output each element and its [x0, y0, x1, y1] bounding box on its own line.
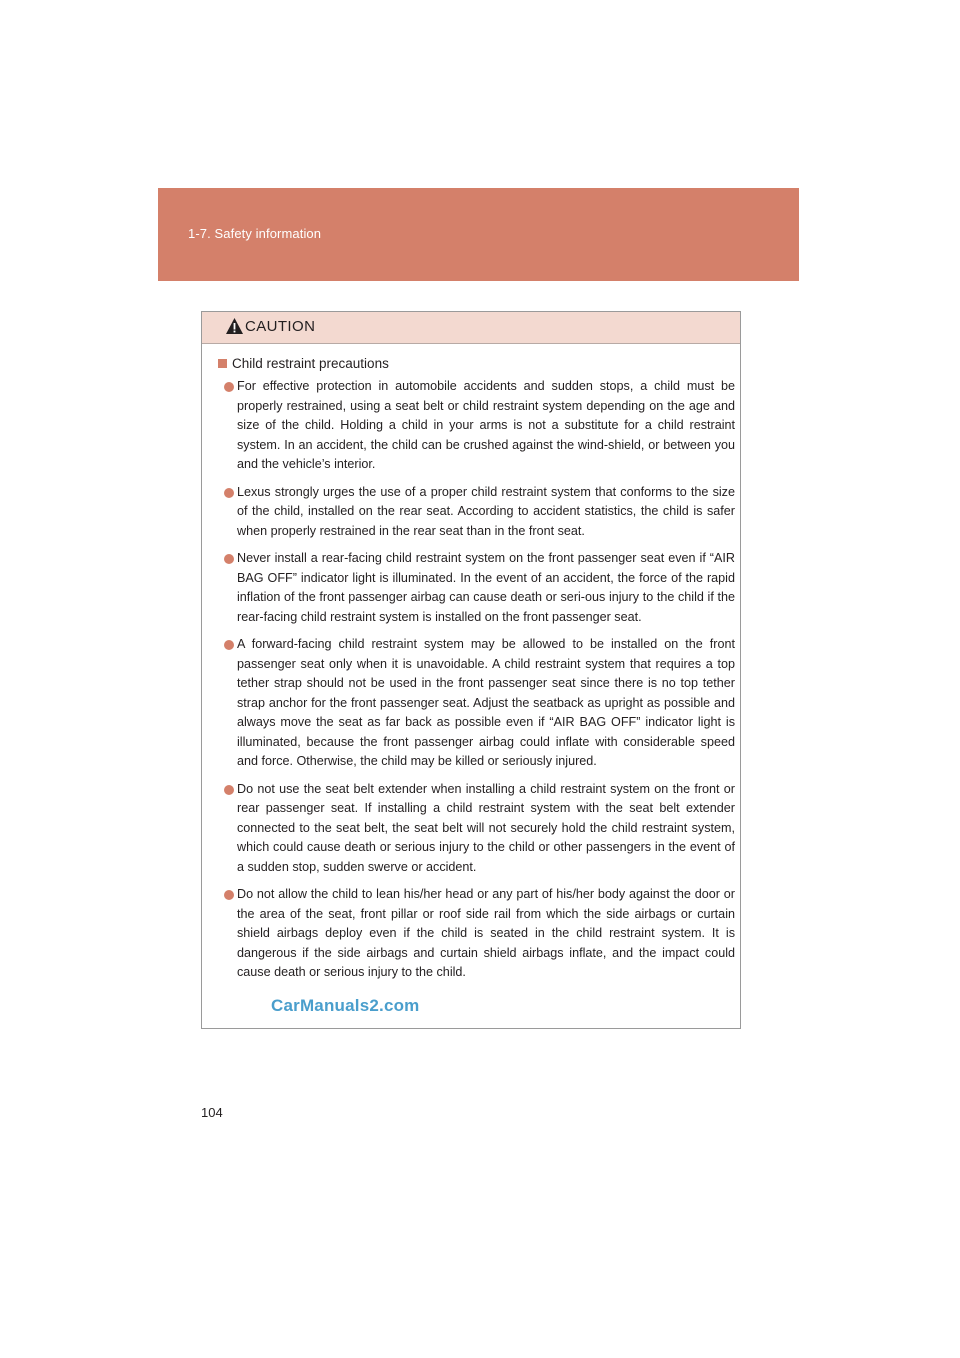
list-item [218, 885, 735, 983]
bullet-dot-icon [224, 640, 234, 650]
caution-body [202, 344, 740, 983]
list-item-text: Lexus strongly urges the use of a proper child restraint system that conforms to the size of the child, installed on the rear seat. According to accident statistics, the child is safer when properly restrained in the rear seat than in the front seat. [237, 484, 735, 538]
warning-triangle-icon [225, 317, 244, 335]
caution-box [201, 311, 741, 1029]
list-item-text: For effective protection in automobile accidents and sudden stops, a child must be properly restrained, using a seat belt or child restraint system depending on the age and size of the child. Holding a child in your arms is not a substitute for a child restraint system. In an accident, the child can be crushed against the wind-shield, or between you and the vehicle’s interior. [237, 379, 735, 471]
list-item [218, 549, 735, 627]
list-item [218, 635, 735, 772]
caution-list [218, 377, 735, 983]
section-title: 1-7. Safety information [188, 226, 322, 241]
list-item [218, 377, 735, 475]
subheading [218, 356, 735, 371]
list-item-text: A forward-facing child restraint system may be allowed to be installed on the front passenger seat only when it is unavoidable. A child restraint system that requires a top tether strap should not be used in the front passenger seat since there is no top tether strap anchor for the front passenger seat. Adjust the seatback as upright as possible and always move the seat as far back as possible even if “AIR BAG OFF” indicator light is illuminated, because the front passenger airbag could inflate with considerable speed and force. Otherwise, the child may be killed or seriously injured. [237, 637, 735, 768]
page-number: 104 [201, 1105, 223, 1120]
bullet-dot-icon [224, 382, 234, 392]
square-bullet-icon [218, 359, 227, 368]
section-header-band [158, 188, 799, 281]
bullet-dot-icon [224, 554, 234, 564]
bullet-dot-icon [224, 785, 234, 795]
subheading-text: Child restraint precautions [232, 356, 389, 371]
bullet-dot-icon [224, 488, 234, 498]
list-item [218, 780, 735, 878]
list-item-text: Never install a rear-facing child restraint system on the front passenger seat even if “AIR BAG OFF” indicator light is illuminated. In the event of an accident, the force of the rapid inflation of the front passenger airbag can cause death or seri-ous injury to the child if the rear-facing child restraint system is installed on the front passenger seat. [237, 551, 735, 624]
list-item [218, 483, 735, 542]
watermark: CarManuals2.com [271, 996, 420, 1015]
caution-header [202, 312, 740, 344]
list-item-text: Do not allow the child to lean his/her head or any part of his/her body against the door or the area of the seat, front pillar or roof side rail from which the side airbags or curtain shield airbags deploy even if the child is seated in the child restraint system. It is dangerous if the side airbags and curtain shield airbags inflate, and the impact could cause death or serious injury to the child. [237, 887, 735, 979]
bullet-dot-icon [224, 890, 234, 900]
caution-label: CAUTION [245, 318, 316, 335]
list-item-text: Do not use the seat belt extender when installing a child restraint system on the front or rear passenger seat. If installing a child restraint system with the seat belt extender connected to the seat belt, the seat belt will not securely hold the child restraint system, which could cause death or serious injury to the child or other passengers in the event of a sudden stop, sudden swerve or accident. [237, 781, 735, 874]
